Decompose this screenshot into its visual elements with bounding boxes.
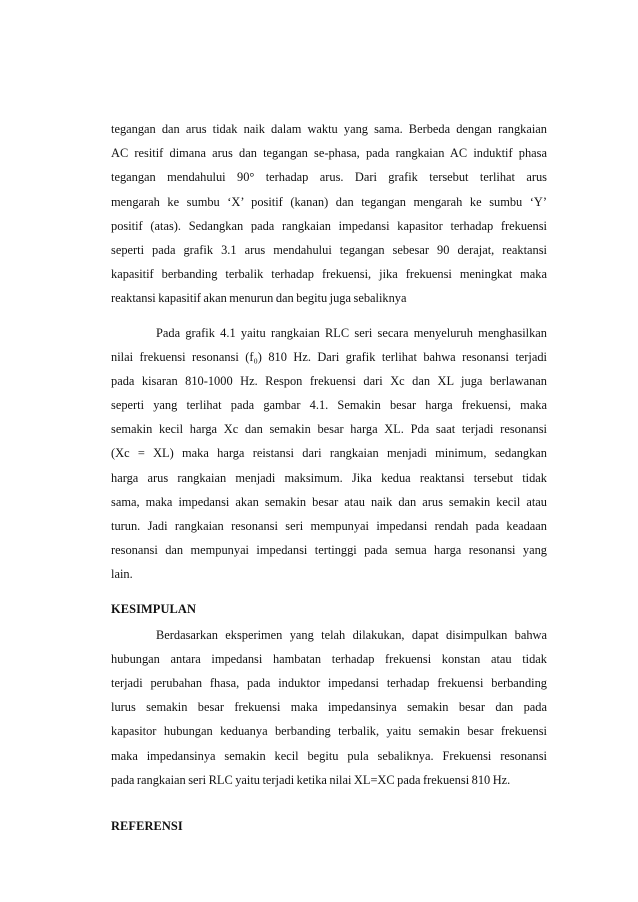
paragraph-line: lain. [111, 567, 133, 582]
kesimpulan-heading: KESIMPULAN [111, 601, 196, 616]
paragraph-2 [111, 321, 547, 587]
paragraph-line: reaktansi kapasitif akan menurun dan begitu juga sebaliknya [111, 291, 407, 306]
paragraph-spacer [111, 587, 547, 597]
paragraph-line: pada kisaran 810-1000 Hz. Respon frekuensi dari Xc dan XL juga berlawanan [111, 373, 547, 388]
paragraph-line: tegangan mendahului 90° terhadap arus. Dari grafik tersebut terlihat arus [111, 170, 547, 185]
paragraph-line: harga arus rangkaian menjadi maksimum. Jika kedua reaktansi tersebut tidak [111, 470, 547, 485]
paragraph-line: positif (atas). Sedangkan pada rangkaian impedansi kapasitor terhadap frekuensi [111, 218, 547, 233]
paragraph-spacer [111, 311, 547, 321]
referensi-heading: REFERENSI [111, 818, 183, 833]
paragraph-line: semakin kecil harga Xc dan semakin besar harga XL. Pda saat terjadi resonansi [111, 422, 547, 437]
paragraph-line: sama, maka impedansi akan semakin besar atau naik dan arus semakin kecil atau [111, 494, 547, 509]
kesimpulan-paragraph [111, 623, 547, 792]
paragraph-line: kapasitif berbanding terbalik terhadap frekuensi, jika frekuensi meningkat maka [111, 267, 547, 282]
paragraph-line: AC resitif dimana arus dan tegangan se-phasa, pada rangkaian AC induktif phasa [111, 146, 547, 161]
paragraph-line: seperti yang terlihat pada gambar 4.1. Semakin besar harga frekuensi, maka [111, 398, 547, 413]
paragraph-line: Pada grafik 4.1 yaitu rangkaian RLC seri secara menyeluruh menghasilkan [156, 325, 547, 340]
paragraph-line: (Xc = XL) maka harga reistansi dari rangkaian menjadi minimum, sedangkan [111, 446, 547, 461]
paragraph-line: mengarah ke sumbu ‘X’ positif (kanan) dan tegangan mengarah ke sumbu ‘Y’ [111, 194, 547, 209]
paragraph-line: lurus semakin besar frekuensi maka impedansinya semakin besar dan pada [111, 700, 547, 715]
document-body [111, 117, 547, 838]
paragraph-line: terjadi perubahan fhasa, pada induktor impedansi terhadap frekuensi berbanding [111, 675, 547, 690]
paragraph-line: resonansi dan mempunyai impedansi tertinggi pada semua harga resonansi yang [111, 543, 547, 558]
paragraph-1 [111, 117, 547, 311]
paragraph-line: nilai frekuensi resonansi (f₀) 810 Hz. Dari grafik terlihat bahwa resonansi terjadi [111, 349, 547, 364]
paragraph-line: maka impedansinya semakin kecil begitu pula sebaliknya. Frekuensi resonansi [111, 748, 547, 763]
paragraph-line: tegangan dan arus tidak naik dalam waktu yang sama. Berbeda dengan rangkaian [111, 122, 547, 136]
paragraph-line: Berdasarkan eksperimen yang telah dilakukan, dapat disimpulkan bahwa [156, 627, 547, 642]
section-spacer [111, 792, 547, 814]
paragraph-line: seperti pada grafik 3.1 arus mendahului tegangan sebesar 90 derajat, reaktansi [111, 242, 547, 257]
paragraph-line: pada rangkaian seri RLC yaitu terjadi ketika nilai XL=XC pada frekuensi 810 Hz. [111, 772, 511, 787]
paragraph-line: turun. Jadi rangkaian resonansi seri mempunyai impedansi rendah pada keadaan [111, 519, 547, 533]
paragraph-line: hubungan antara impedansi hambatan terhadap frekuensi konstan atau tidak [111, 651, 547, 666]
paragraph-line: kapasitor hubungan keduanya berbanding terbalik, yaitu semakin besar frekuensi [111, 724, 547, 739]
